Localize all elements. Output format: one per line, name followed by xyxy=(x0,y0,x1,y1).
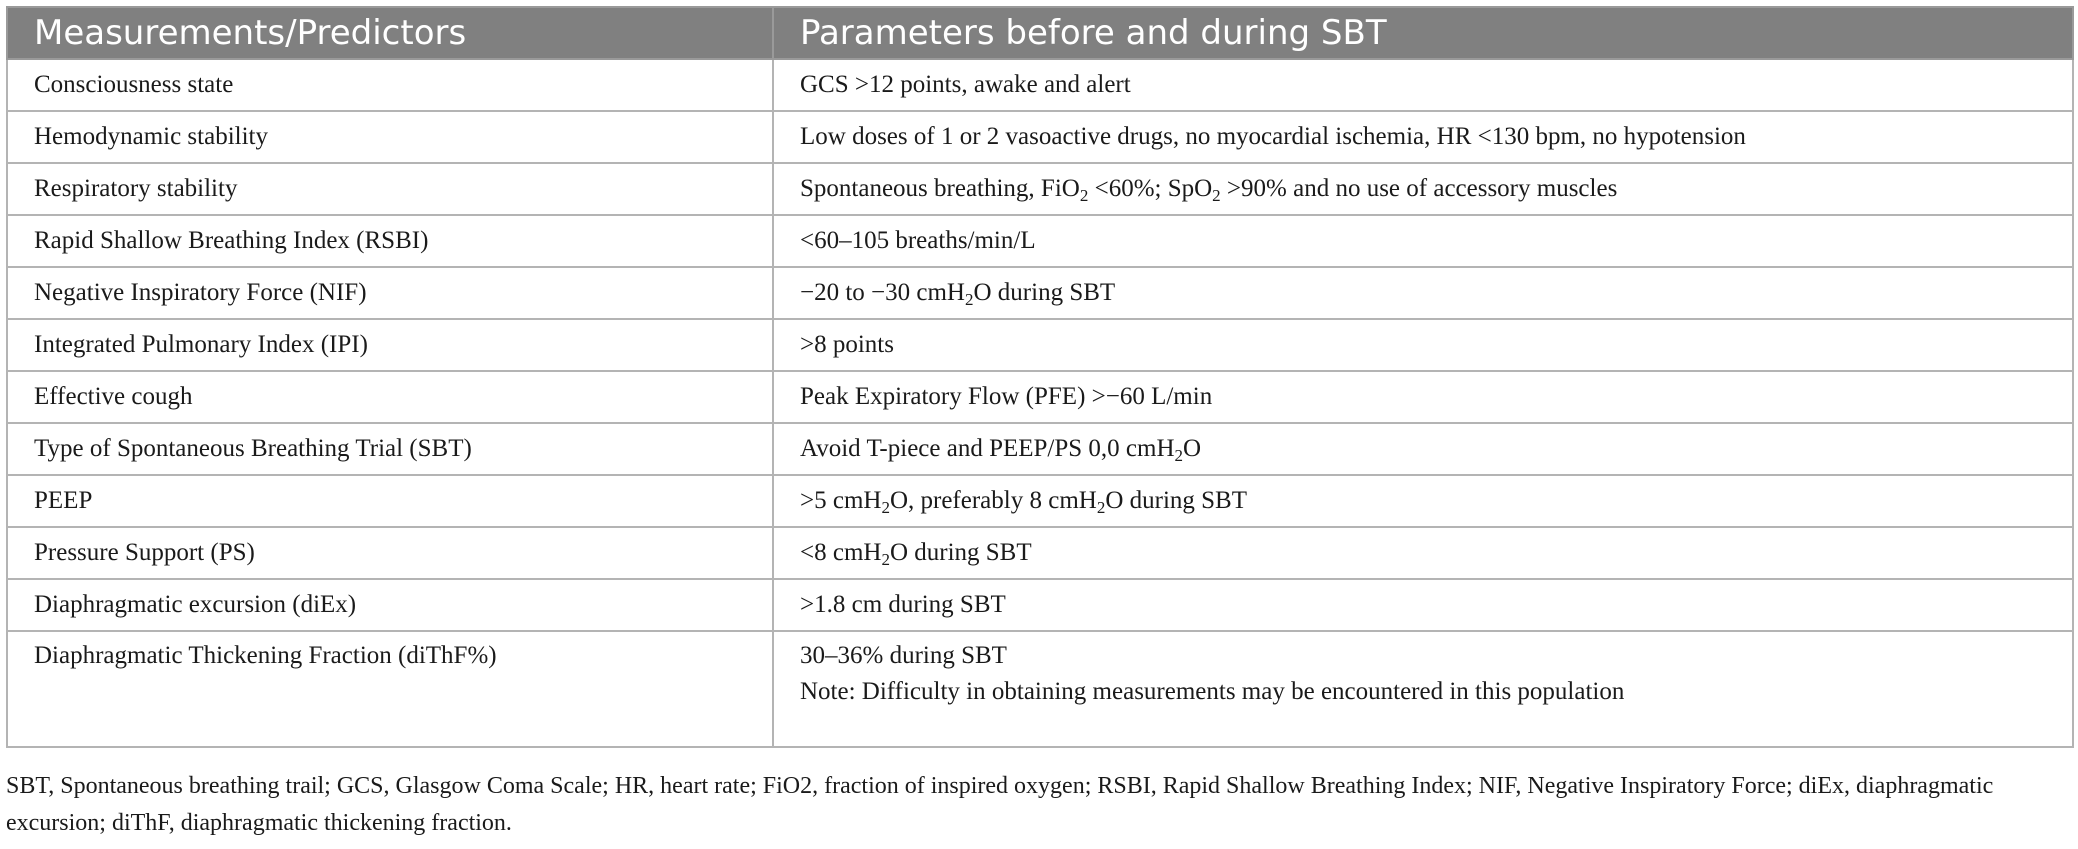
measure-cell: Pressure Support (PS) xyxy=(7,527,773,579)
param-cell: Low doses of 1 or 2 vasoactive drugs, no myocardial ischemia, HR <130 bpm, no hypotension xyxy=(773,111,2073,163)
param-text: <60%; SpO xyxy=(1088,175,1213,202)
table-body xyxy=(7,59,2073,747)
table-row xyxy=(7,475,2073,527)
param-text: 30–36% during SBT xyxy=(800,642,1007,669)
param-cell xyxy=(773,631,2073,747)
table-row xyxy=(7,111,2073,163)
table-header xyxy=(7,7,2073,59)
table-row xyxy=(7,423,2073,475)
param-cell: <60–105 breaths/min/L xyxy=(773,215,2073,267)
table-row xyxy=(7,163,2073,215)
measure-cell: Negative Inspiratory Force (NIF) xyxy=(7,267,773,319)
param-text: −20 to −30 cmH xyxy=(800,279,965,306)
param-cell: >8 points xyxy=(773,319,2073,371)
subscript: 2 xyxy=(965,290,974,309)
table-container xyxy=(6,6,2072,748)
param-text: >90% and no use of accessory muscles xyxy=(1220,175,1618,202)
param-cell xyxy=(773,423,2073,475)
weaning-parameters-table xyxy=(6,6,2074,748)
subscript: 2 xyxy=(1079,186,1089,205)
param-cell xyxy=(773,163,2073,215)
param-text: <8 cmH xyxy=(800,539,882,566)
param-text: O xyxy=(1183,435,1202,462)
param-cell: Peak Expiratory Flow (PFE) >−60 L/min xyxy=(773,371,2073,423)
measure-cell: Integrated Pulmonary Index (IPI) xyxy=(7,319,773,371)
param-cell: GCS >12 points, awake and alert xyxy=(773,59,2073,111)
header-measurements: Measurements/Predictors xyxy=(7,7,773,59)
param-text: O, preferably 8 cmH xyxy=(889,487,1097,514)
table-row xyxy=(7,579,2073,631)
param-cell: >1.8 cm during SBT xyxy=(773,579,2073,631)
measure-cell: Effective cough xyxy=(7,371,773,423)
param-text: O during SBT xyxy=(973,279,1116,306)
param-text: Spontaneous breathing, FiO xyxy=(800,175,1080,202)
param-text: O during SBT xyxy=(1105,487,1248,514)
param-cell xyxy=(773,527,2073,579)
measure-cell: Type of Spontaneous Breathing Trial (SBT) xyxy=(7,423,773,475)
measure-cell: PEEP xyxy=(7,475,773,527)
param-cell xyxy=(773,475,2073,527)
measure-cell: Respiratory stability xyxy=(7,163,773,215)
subscript: 2 xyxy=(1096,498,1106,517)
table-row xyxy=(7,631,2073,747)
measure-cell: Consciousness state xyxy=(7,59,773,111)
subscript: 2 xyxy=(1212,186,1221,205)
header-parameters: Parameters before and during SBT xyxy=(773,7,2073,59)
measure-cell: Hemodynamic stability xyxy=(7,111,773,163)
table-row xyxy=(7,215,2073,267)
param-cell xyxy=(773,267,2073,319)
measure-cell: Diaphragmatic Thickening Fraction (diThF%) xyxy=(7,631,773,747)
subscript: 2 xyxy=(1174,446,1184,465)
param-text: O during SBT xyxy=(889,539,1032,566)
table-row xyxy=(7,267,2073,319)
param-text: Avoid T-piece and PEEP/PS 0,0 cmH xyxy=(800,435,1175,462)
header-row xyxy=(7,7,2073,59)
param-note: Note: Difficulty in obtaining measurements may be encountered in this population xyxy=(800,678,1625,705)
table-footnote: SBT, Spontaneous breathing trail; GCS, Glasgow Coma Scale; HR, heart rate; FiO2, fraction of inspired oxygen; RSBI, Rapid Shallow Breathing Index; NIF, Negative Inspiratory Force; diEx, diaphragmatic excursion; diThF, diaphragmatic thickening fraction. xyxy=(6,773,1994,836)
table-row xyxy=(7,59,2073,111)
table-row xyxy=(7,371,2073,423)
subscript: 2 xyxy=(881,498,890,517)
table-row xyxy=(7,527,2073,579)
measure-cell: Rapid Shallow Breathing Index (RSBI) xyxy=(7,215,773,267)
table-row xyxy=(7,319,2073,371)
measure-cell: Diaphragmatic excursion (diEx) xyxy=(7,579,773,631)
param-text: >5 cmH xyxy=(800,487,882,514)
subscript: 2 xyxy=(881,550,890,569)
